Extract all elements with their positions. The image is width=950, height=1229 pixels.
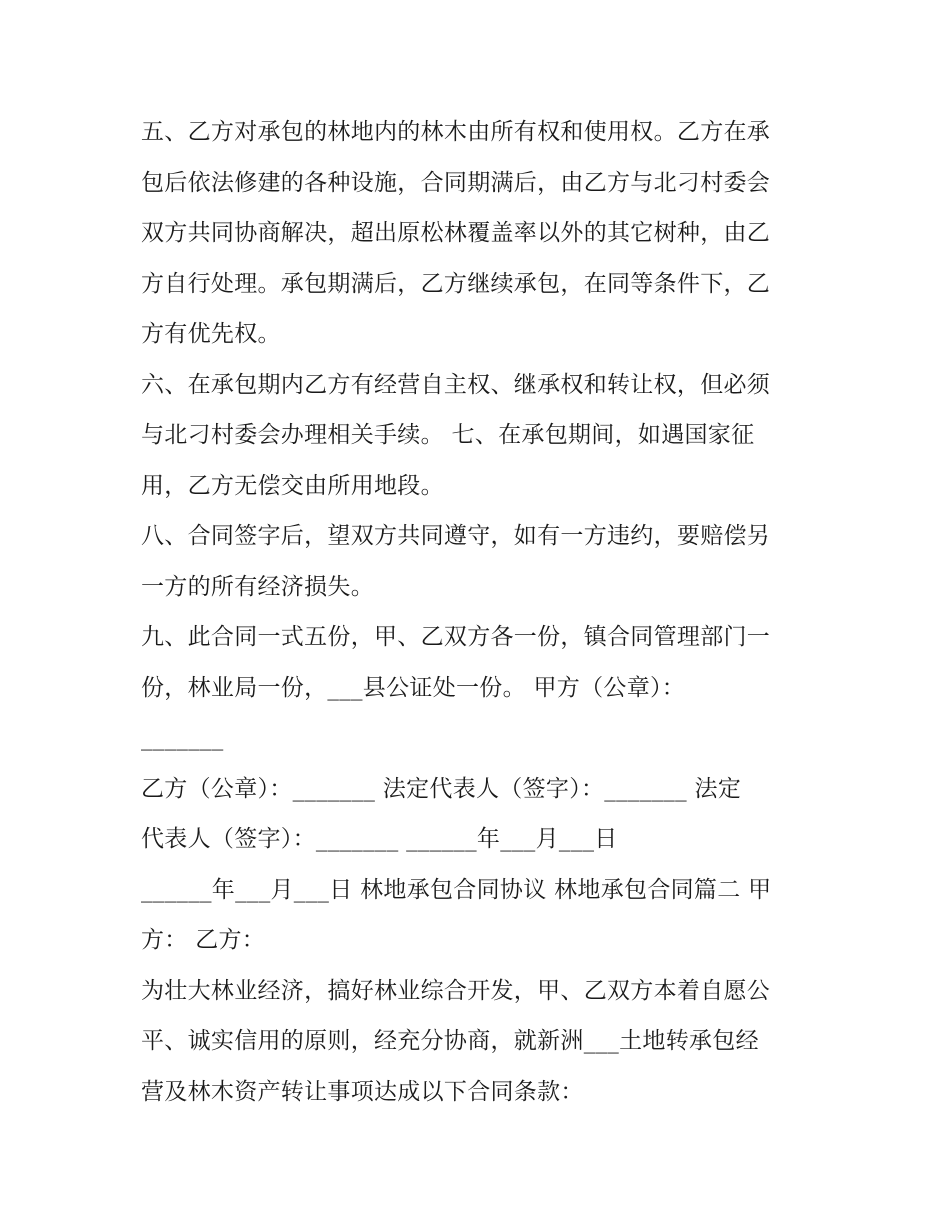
text-line: 六、在承包期内乙方有经营自主权、继承权和转让权，但必须: [141, 371, 771, 398]
text-line: 八、合同签字后，望双方共同遵守，如有一方违约，要赔偿另: [141, 523, 771, 549]
text-line: 包后依法修建的各种设施，合同期满后，由乙方与北刁村委会: [141, 169, 771, 196]
document-body: [141, 107, 821, 1117]
text-line: 代表人（签字）：_______ ______年___月___日: [141, 826, 618, 852]
signature-blank-line: _______: [141, 725, 224, 751]
text-line: 平、诚实信用的原则，经充分协商，就新洲___土地转承包经: [141, 1028, 759, 1054]
text-line: 九、此合同一式五份，甲、乙双方各一份，镇合同管理部门一: [141, 624, 771, 650]
text-line: 与北刁村委会办理相关手续。 七、在承包期间，如遇国家征: [141, 422, 755, 448]
text-line: 方自行处理。承包期满后，乙方继续承包，在同等条件下，乙: [141, 270, 771, 297]
text-line: 乙方（公章）：_______ 法定代表人（签字）：_______ 法定: [141, 775, 742, 802]
text-line: 方有优先权。: [141, 321, 281, 347]
text-line: 方： 乙方：: [141, 927, 266, 953]
text-line: 用，乙方无偿交由所用地段。: [141, 472, 444, 499]
text-line: ______年___月___日 林地承包合同协议 林地承包合同篇二 甲: [141, 876, 772, 903]
text-line: 一方的所有经济损失。: [141, 573, 374, 600]
text-line: 为壮大林业经济，搞好林业综合开发，甲、乙双方本着自愿公: [141, 977, 771, 1004]
text-line: 五、乙方对承包的林地内的林木由所有权和使用权。乙方在承: [141, 119, 771, 145]
text-line: 双方共同协商解决，超出原松林覆盖率以外的其它树种，由乙: [141, 220, 771, 246]
text-line: 营及林木资产转让事项达成以下合同条款：: [141, 1078, 584, 1105]
text-line: 份，林业局一份，___县公证处一份。 甲方（公章）：: [141, 674, 686, 701]
